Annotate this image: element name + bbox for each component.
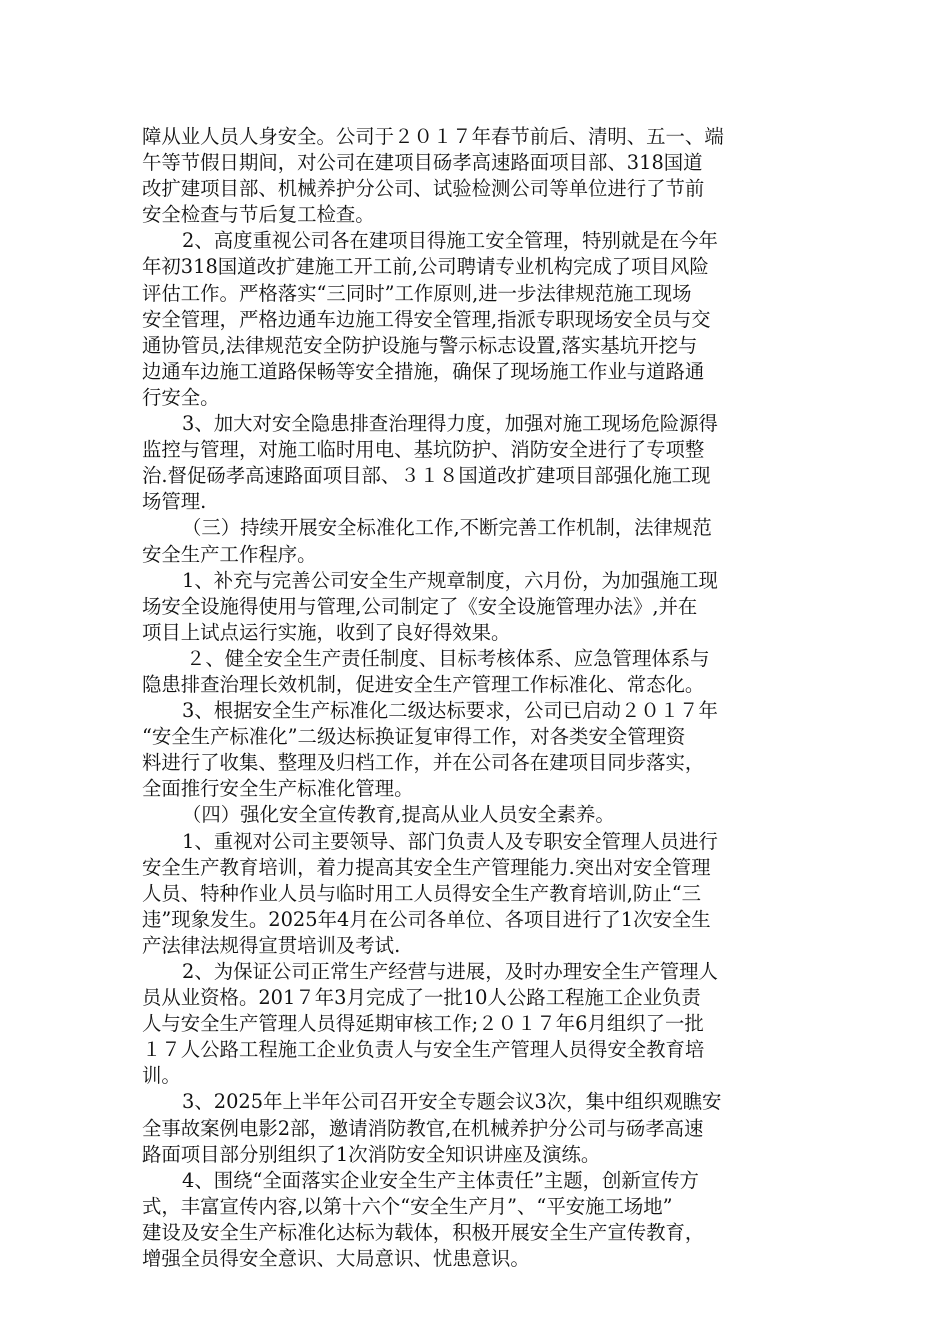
paragraph-first-line: 3、加大对安全隐患排查治理得力度，加强对施工现场危险源得 [182, 412, 718, 436]
text-line: 人与安全生产管理人员得延期审核工作;２０１７年6月组织了一批 [142, 1012, 704, 1036]
text-line: 人员、特种作业人员与临时用工人员得安全生产教育培训,防止“三 [142, 881, 702, 905]
text-line: 障从业人员人身安全。公司于２０１７年春节前后、清明、五一、端 [142, 125, 724, 148]
text-line: 安全检查与节后复工检查。 [142, 203, 375, 227]
document-body [142, 124, 802, 1272]
text-line: １７人公路工程施工企业负责人与安全生产管理人员得安全教育培 [142, 1038, 705, 1062]
text-line: 路面项目部分别组织了1次消防安全知识讲座及演练。 [142, 1142, 601, 1166]
paragraph-first-line: ２、健全安全生产责任制度、目标考核体系、应急管理体系与 [186, 646, 710, 670]
paragraph-first-line: 2、为保证公司正常生产经营与进展，及时办理安全生产管理人 [182, 960, 718, 983]
text-line: 安全生产工作程序。 [142, 542, 317, 566]
text-line: 边通车边施工道路保畅等安全措施，确保了现场施工作业与道路通 [142, 359, 705, 383]
text-line: 全事故案例电影2部，邀请消防教官,在机械养护分公司与砀孝高速 [142, 1116, 704, 1140]
text-line: 评估工作。严格落实“三同时”工作原则,进一步法律规范施工现场 [142, 281, 692, 305]
text-line: 违”现象发生。2025年4月在公司各单位、各项目进行了1次安全生 [142, 907, 711, 931]
text-line: 安全管理，严格边通车边施工得安全管理,指派专职现场安全员与交 [142, 307, 711, 331]
text-line: 治.督促砀孝高速路面项目部、３１８国道改扩建项目部强化施工现 [142, 464, 711, 488]
text-line: 改扩建项目部、机械养护分公司、试验检测公司等单位进行了节前 [142, 177, 705, 201]
text-line: 建设及安全生产标准化达标为载体，积极开展安全生产宣传教育， [142, 1220, 705, 1244]
paragraph-first-line: 1、重视对公司主要领导、部门负责人及专职安全管理人员进行 [182, 829, 718, 853]
paragraph-first-line: （三）持续开展安全标准化工作,不断完善工作机制，法律规范 [182, 516, 712, 540]
text-line: 场管理. [142, 490, 207, 514]
text-line: 式，丰富宣传内容,以第十六个“安全生产月”、“平安施工场地” [142, 1194, 673, 1218]
text-line: 通协管员,法律规范安全防护设施与警示标志设置,落实基坑开挖与 [142, 333, 698, 357]
text-line: “安全生产标准化”二级达标换证复审得工作，对各类安全管理资 [142, 725, 686, 749]
paragraph-first-line: （四）强化安全宣传教育,提高从业人员安全素养。 [182, 803, 615, 827]
text-line: 午等节假日期间，对公司在建项目砀孝高速路面项目部、318国道 [142, 151, 703, 175]
paragraph-first-line: 3、2025年上半年公司召开安全专题会议3次，集中组织观瞧安 [182, 1090, 722, 1114]
text-line: 员从业资格。201７年3月完成了一批10人公路工程施工企业负责 [142, 986, 701, 1010]
text-line: 全面推行安全生产标准化管理。 [142, 777, 414, 801]
text-line: 监控与管理，对施工临时用电、基坑防护、消防安全进行了专项整 [142, 438, 705, 462]
paragraph-first-line: 3、根据安全生产标准化二级达标要求，公司已启动２０１７年 [182, 699, 718, 723]
text-line: 料进行了收集、整理及归档工作，并在公司各在建项目同步落实， [142, 751, 705, 775]
text-line: 项目上试点运行实施，收到了良好得效果。 [142, 620, 511, 644]
text-line: 增强全员得安全意识、大局意识、忧患意识。 [142, 1247, 530, 1271]
paragraph-first-line: 2、高度重视公司各在建项目得施工安全管理，特别就是在今年 [182, 229, 718, 253]
text-line: 年初318国道改扩建施工开工前,公司聘请专业机构完成了项目风险 [142, 255, 709, 279]
text-line: 行安全。 [142, 385, 220, 409]
text-line: 隐患排查治理长效机制，促进安全生产管理工作标准化、常态化。 [142, 672, 705, 696]
paragraph-first-line: 4、围绕“全面落实企业安全生产主体责任”主题，创新宣传方 [182, 1168, 699, 1192]
text-line: 安全生产教育培训，着力提高其安全生产管理能力.突出对安全管理 [142, 855, 711, 879]
text-line: 产法律法规得宣贯培训及考试. [142, 933, 401, 957]
paragraph-first-line: 1、补充与完善公司安全生产规章制度，六月份，为加强施工现 [182, 568, 718, 592]
text-line: 训。 [142, 1064, 181, 1088]
text-line: 场安全设施得使用与管理,公司制定了《安全设施管理办法》,并在 [142, 594, 698, 618]
